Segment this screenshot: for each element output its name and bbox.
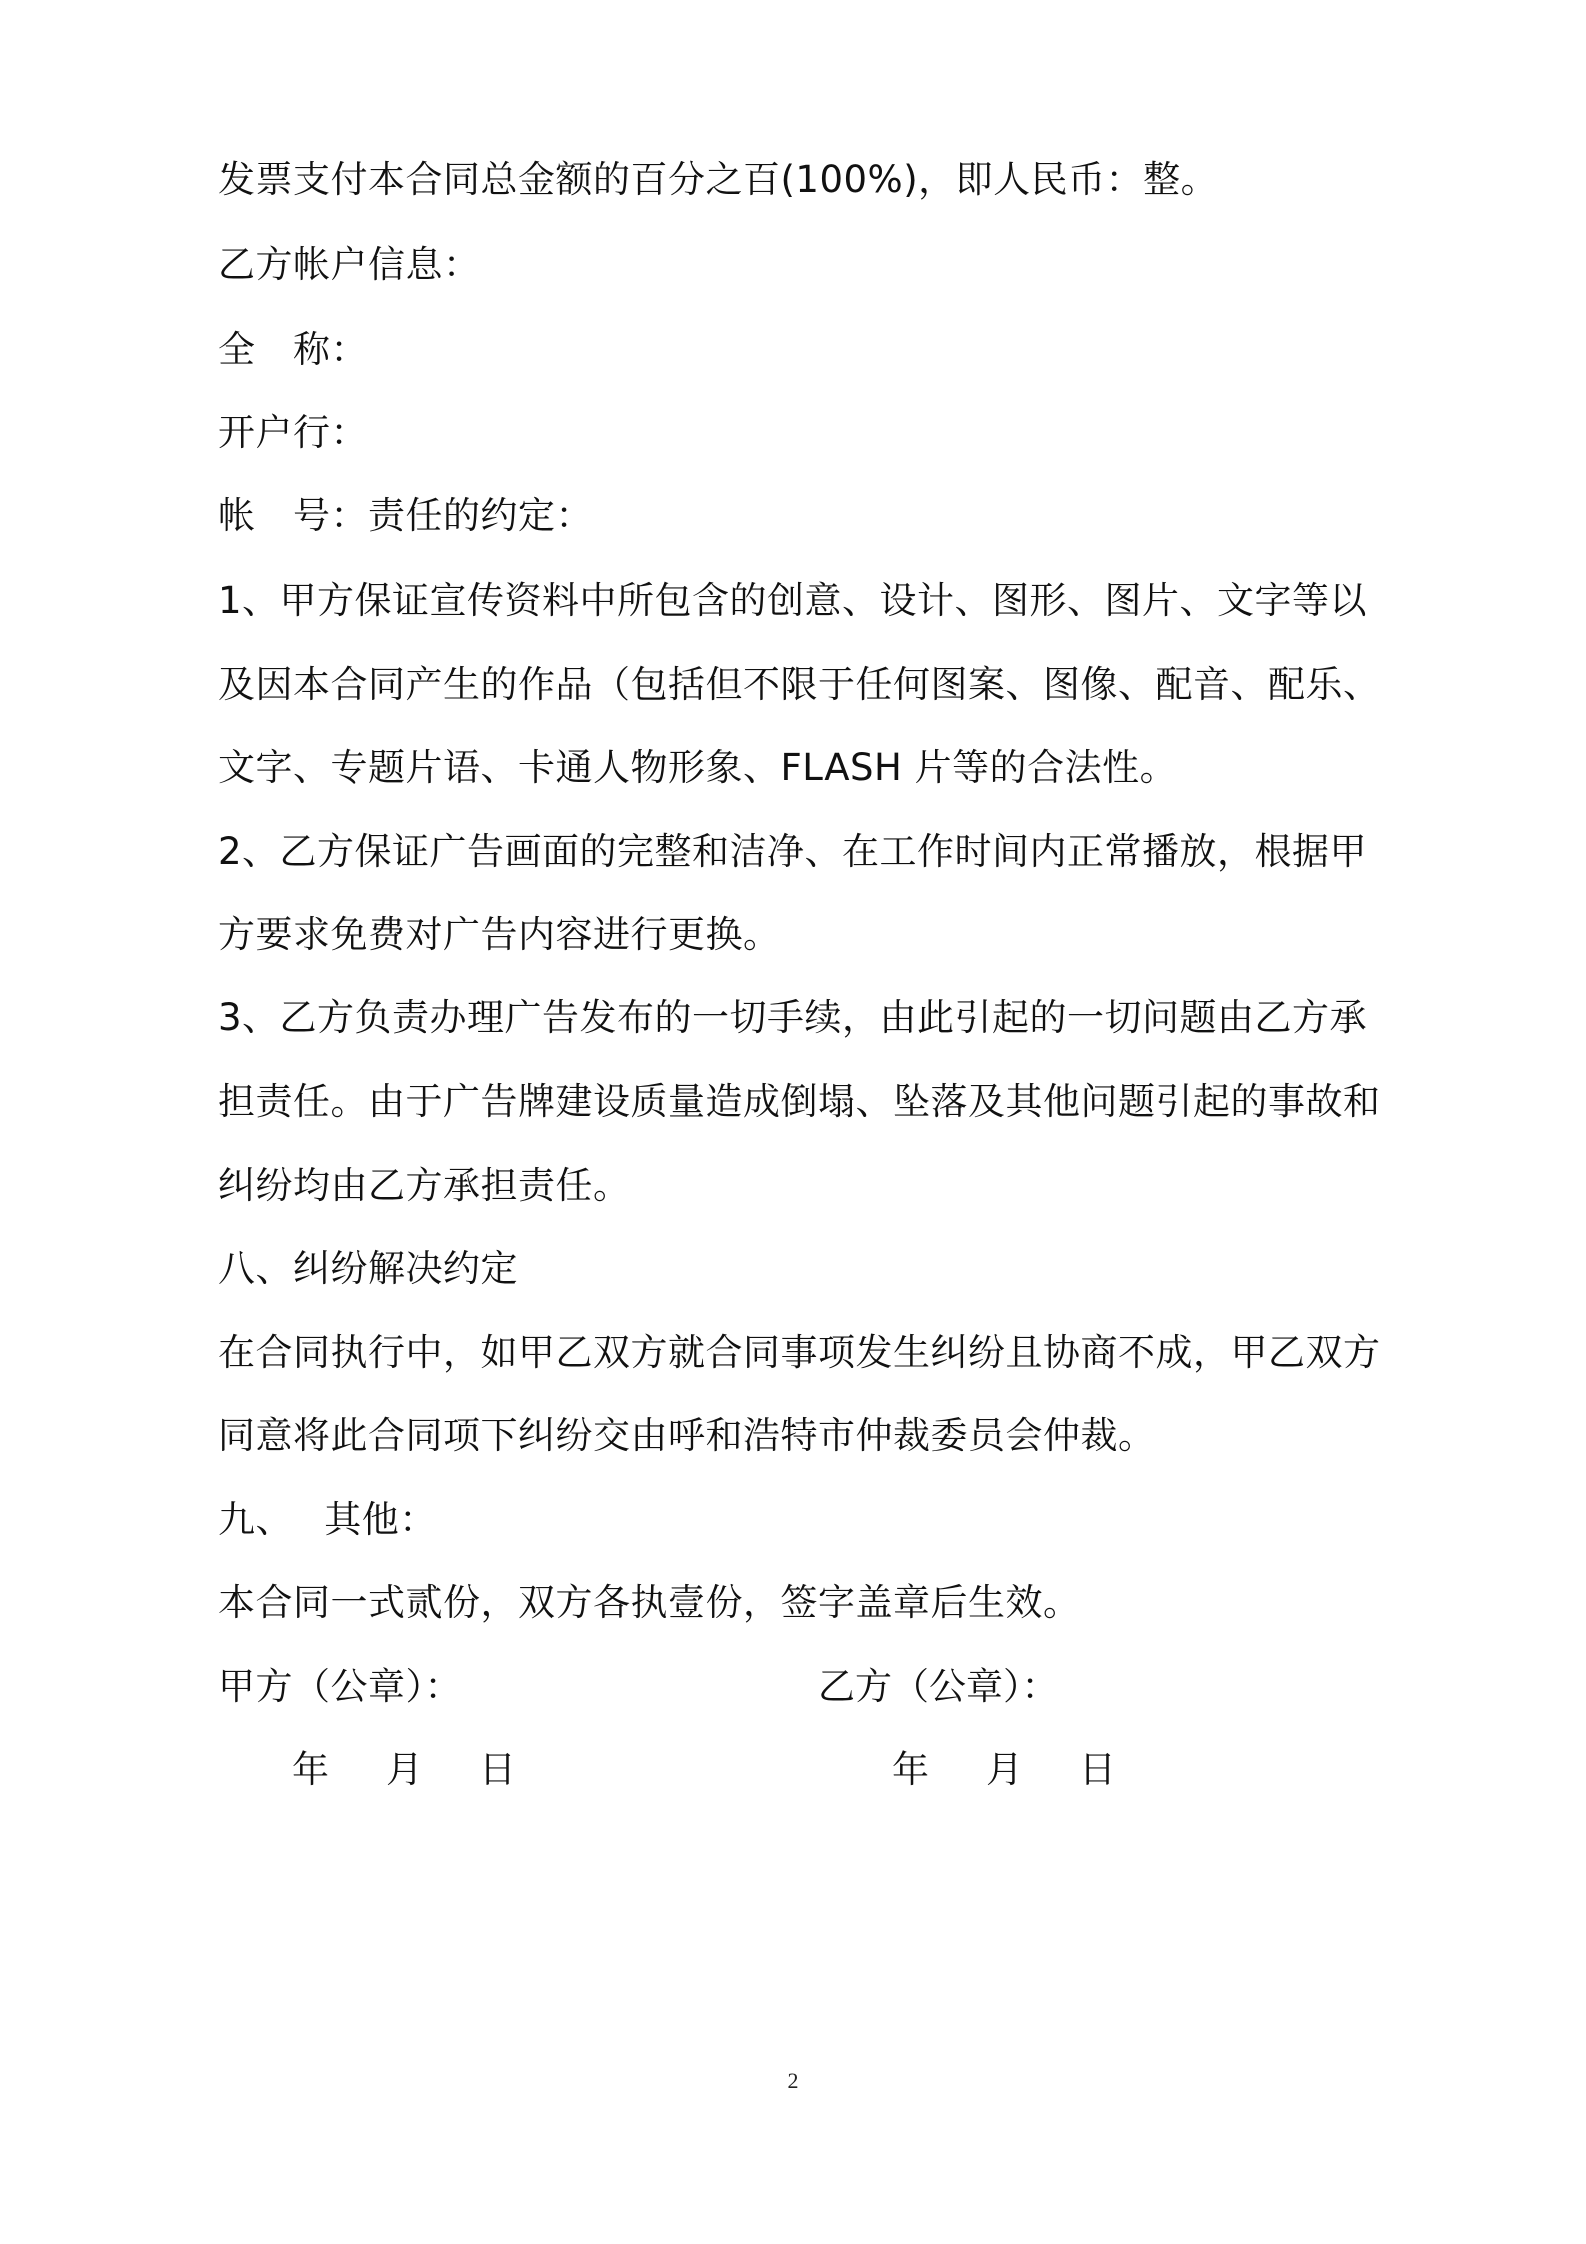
clause-1-line-3: 文字、专题片语、卡通人物形象、FLASH 片等的合法性。	[218, 746, 1178, 789]
dispute-clause-line-1: 在合同执行中，如甲乙双方就合同事项发生纠纷且协商不成，甲乙双方	[218, 1331, 1381, 1374]
payment-clause-line: 发票支付本合同总金额的百分之百(100%)，即人民币：整。	[218, 158, 1219, 201]
account-full-name-label: 全 称：	[218, 328, 368, 371]
clause-3-line-3: 纠纷均由乙方承担责任。	[218, 1164, 631, 1207]
account-info-heading: 乙方帐户信息：	[218, 243, 481, 286]
party-a-date-day: 日	[479, 1748, 516, 1791]
clause-2-line-2: 方要求免费对广告内容进行更换。	[218, 913, 781, 956]
party-b-date-year: 年	[892, 1748, 929, 1791]
party-b-date-day: 日	[1079, 1748, 1116, 1791]
party-a-date-month: 月	[386, 1748, 423, 1791]
other-section-heading: 九、 其他：	[218, 1498, 437, 1541]
clause-1-line-2: 及因本合同产生的作品（包括但不限于任何图案、图像、配音、配乐、	[218, 663, 1381, 706]
party-b-seal-label: 乙方（公章）：	[818, 1665, 1059, 1708]
clause-3-line-2: 担责任。由于广告牌建设质量造成倒塌、坠落及其他问题引起的事故和	[218, 1080, 1381, 1123]
dispute-clause-line-2: 同意将此合同项下纠纷交由呼和浩特市仲裁委员会仲裁。	[218, 1414, 1156, 1457]
page-number: 2	[787, 2068, 799, 2093]
effectiveness-clause: 本合同一式贰份，双方各执壹份，签字盖章后生效。	[218, 1581, 1081, 1624]
party-a-seal-label: 甲方（公章）：	[218, 1665, 462, 1708]
account-number-label: 帐 号：责任的约定：	[218, 494, 593, 537]
clause-1-line-1: 1、甲方保证宣传资料中所包含的创意、设计、图形、图片、文字等以	[218, 579, 1368, 622]
party-a-date-year: 年	[292, 1748, 329, 1791]
dispute-section-heading: 八、纠纷解决约定	[218, 1247, 518, 1290]
clause-2-line-1: 2、乙方保证广告画面的完整和洁净、在工作时间内正常播放，根据甲	[218, 830, 1368, 873]
clause-3-line-1: 3、乙方负责办理广告发布的一切手续，由此引起的一切问题由乙方承	[218, 996, 1368, 1039]
account-bank-label: 开户行：	[218, 411, 368, 454]
party-b-date-month: 月	[986, 1748, 1023, 1791]
